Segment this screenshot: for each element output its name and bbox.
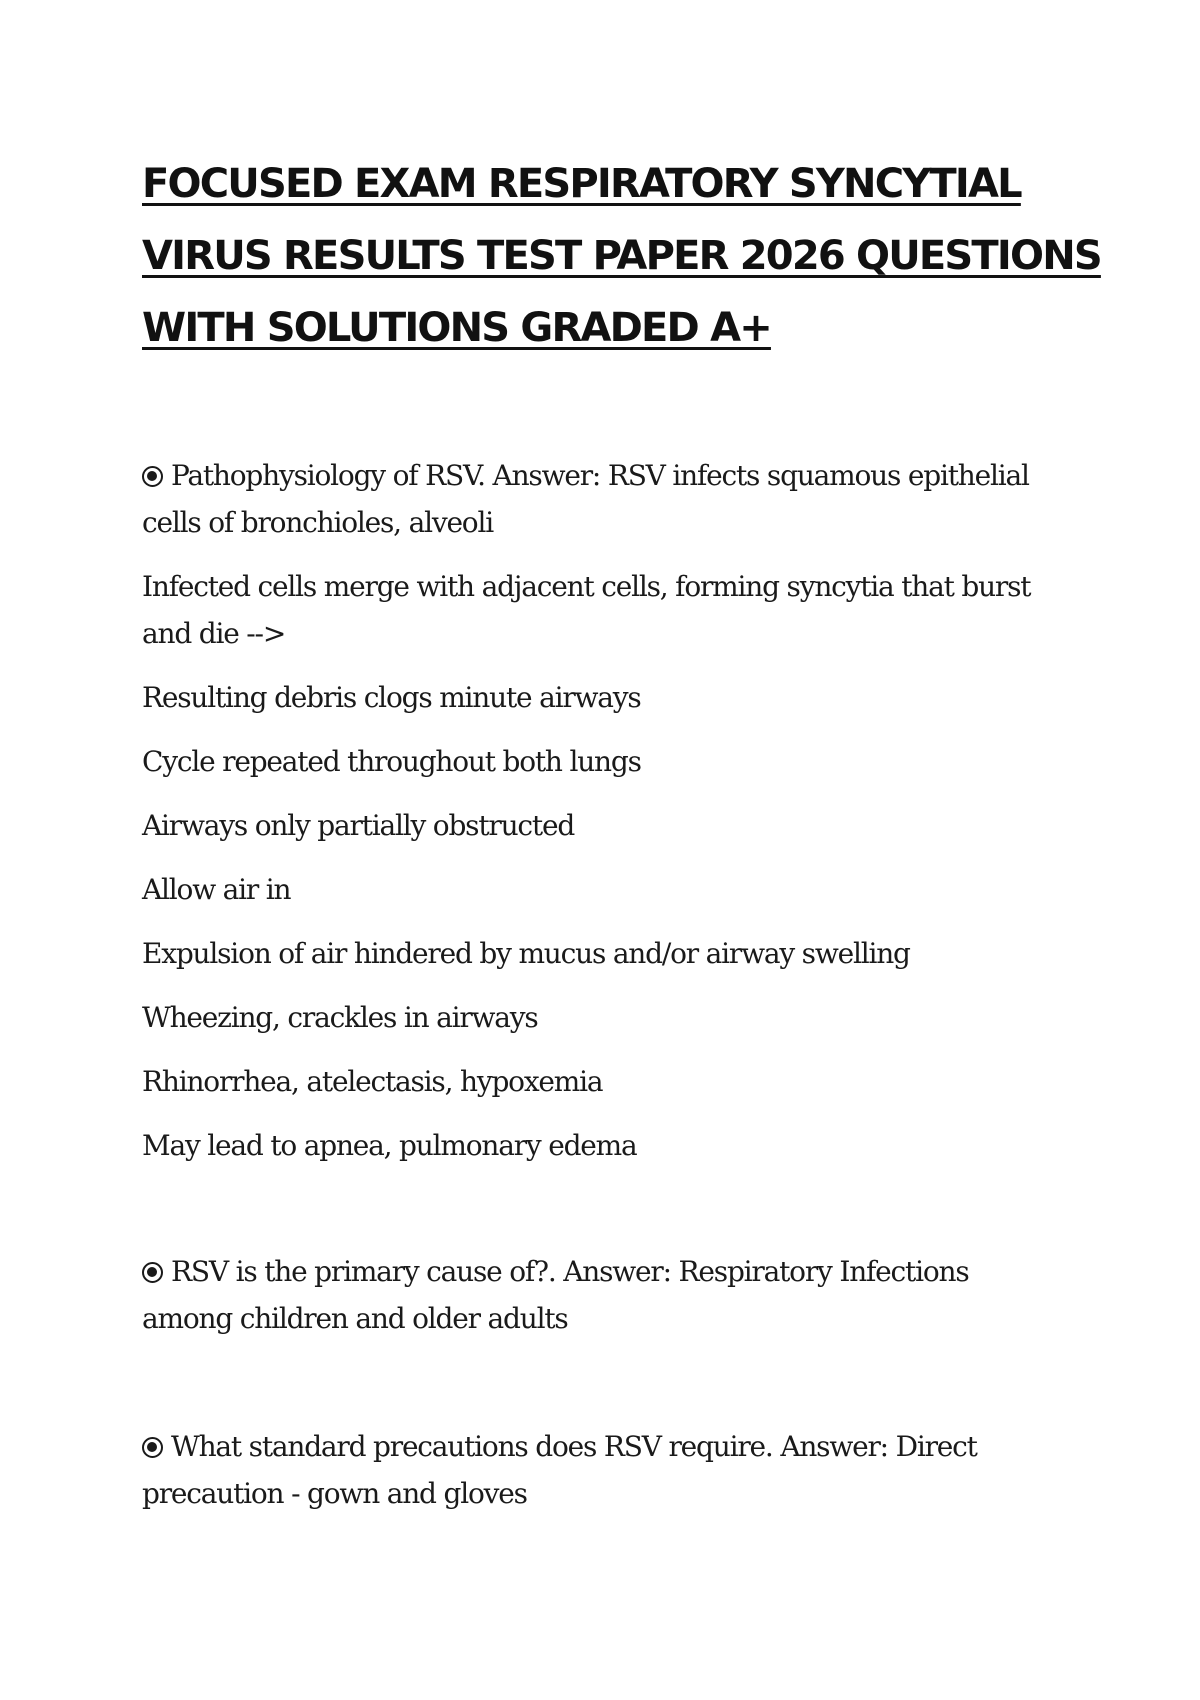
answer-detail [142,866,1062,913]
question-line: precaution - gown and gloves [142,1477,527,1510]
radio-bullet-icon [142,1262,163,1283]
question-line: Pathophysiology of RSV. Answer: RSV infects squamous epithelial [142,452,1062,499]
answer-detail [142,738,1062,785]
detail-line: Airways only partially obstructed [142,809,575,842]
title-line: VIRUS RESULTS TEST PAPER 2026 QUESTIONS [142,233,1101,279]
detail-line: Allow air in [142,873,291,906]
detail-line: and die --> [142,617,286,650]
detail-line: Cycle repeated throughout both lungs [142,745,641,778]
qa-item-2 [142,1248,1062,1342]
answer-detail [142,563,1062,657]
title-line: FOCUSED EXAM RESPIRATORY SYNCYTIAL [142,161,1021,207]
answer-detail [142,1058,1062,1105]
question-line: among children and older adults [142,1302,568,1335]
question-line: cells of bronchioles, alveoli [142,506,493,539]
question-line: RSV is the primary cause of?. Answer: Respiratory Infections [142,1248,1062,1295]
answer-detail [142,802,1062,849]
detail-line: Expulsion of air hindered by mucus and/or airway swelling [142,937,910,970]
radio-bullet-icon [142,466,163,487]
detail-line: Infected cells merge with adjacent cells, forming syncytia that burst [142,570,1031,603]
document-title [142,148,1101,364]
radio-bullet-icon [142,1437,163,1458]
qa-item-3 [142,1423,1062,1517]
answer-detail [142,674,1062,721]
qa-item-1 [142,452,1062,546]
detail-line: May lead to apnea, pulmonary edema [142,1129,637,1162]
answer-detail [142,1122,1062,1169]
question-line: What standard precautions does RSV require. Answer: Direct [142,1423,1062,1470]
detail-line: Wheezing, crackles in airways [142,1001,538,1034]
detail-line: Resulting debris clogs minute airways [142,681,641,714]
answer-detail [142,930,1062,977]
answer-detail [142,994,1062,1041]
title-line: WITH SOLUTIONS GRADED A+ [142,305,771,351]
detail-line: Rhinorrhea, atelectasis, hypoxemia [142,1065,603,1098]
